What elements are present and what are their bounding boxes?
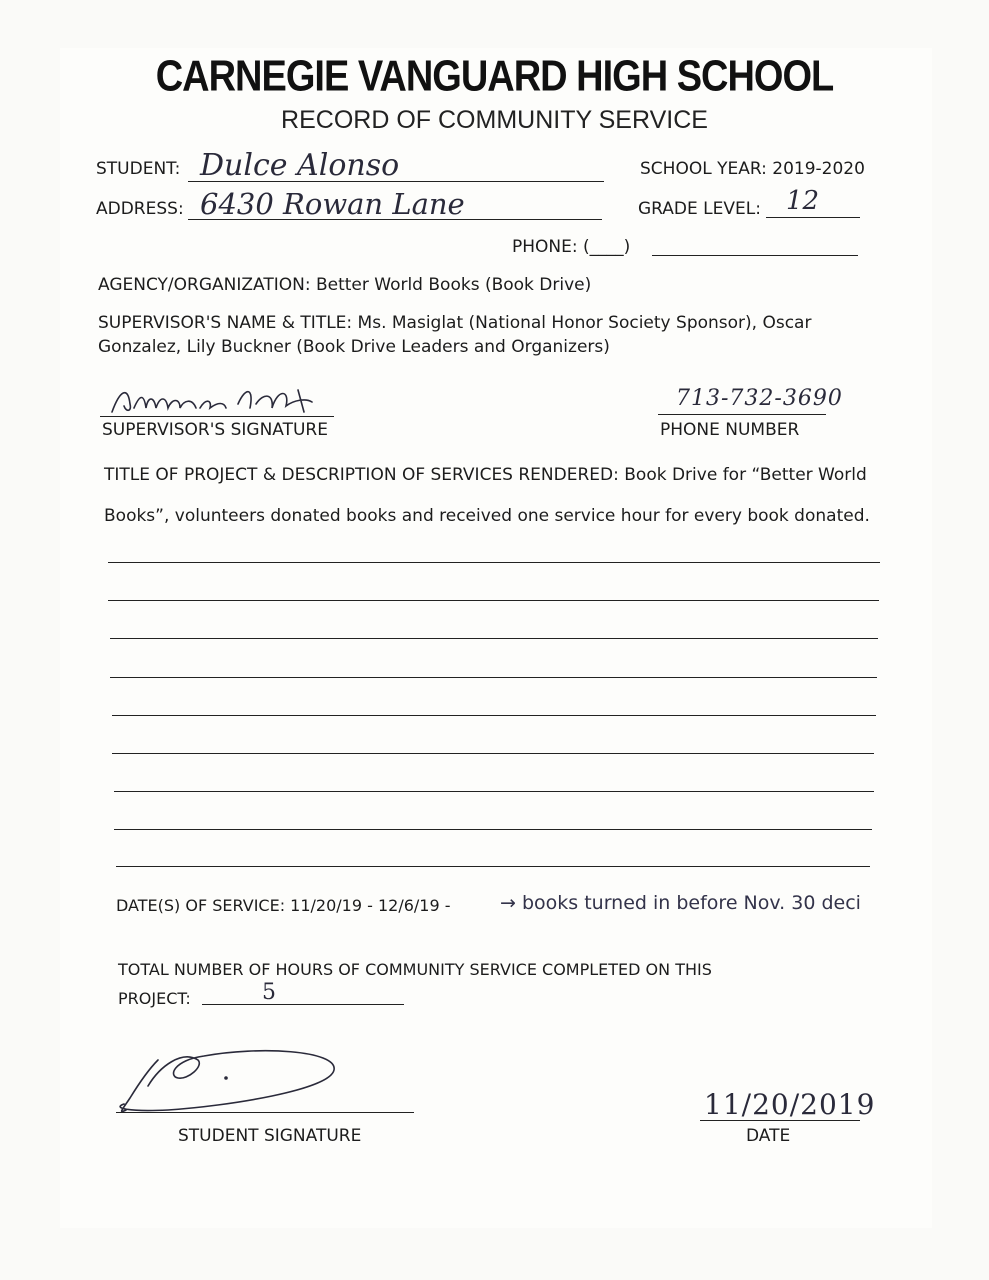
phone-label: PHONE: (____) xyxy=(512,237,631,257)
address-line xyxy=(188,219,602,220)
student-line xyxy=(188,181,604,182)
date-line xyxy=(700,1120,860,1121)
total-hours-line xyxy=(202,1004,404,1005)
agency-line: AGENCY/ORGANIZATION: Better World Books (Book Drive) xyxy=(98,275,592,295)
student-signature-line xyxy=(116,1112,414,1113)
dates-of-service: DATE(S) OF SERVICE: 11/20/19 - 12/6/19 - xyxy=(116,896,451,915)
grade-line xyxy=(766,217,860,218)
student-label: STUDENT: xyxy=(96,159,181,179)
description-line-2 xyxy=(108,600,879,601)
supervisor-line-2: Gonzalez, Lily Buckner (Book Drive Leaders and Organizers) xyxy=(98,337,610,357)
total-hours-value[interactable]: 5 xyxy=(262,980,276,1005)
supervisor-signature xyxy=(100,382,340,418)
project-line-1: TITLE OF PROJECT & DESCRIPTION OF SERVICES RENDERED: Book Drive for “Better World xyxy=(104,465,867,485)
address-label: ADDRESS: xyxy=(96,199,184,219)
phone-line xyxy=(652,255,858,256)
project-label: PROJECT: xyxy=(118,989,191,1008)
address-value[interactable]: 6430 Rowan Lane xyxy=(200,187,465,221)
student-signature xyxy=(108,1040,348,1120)
supervisor-phone-line xyxy=(658,414,826,415)
total-hours-line-1: TOTAL NUMBER OF HOURS OF COMMUNITY SERVICE COMPLETED ON THIS xyxy=(118,960,712,979)
description-line-6 xyxy=(112,753,874,754)
grade-level-value[interactable]: 12 xyxy=(786,186,820,216)
supervisor-signature-line xyxy=(100,416,334,417)
date-value[interactable]: 11/20/2019 xyxy=(704,1088,876,1121)
description-line-9 xyxy=(116,866,870,867)
supervisor-signature-label: SUPERVISOR'S SIGNATURE xyxy=(102,420,328,440)
supervisor-line-1: SUPERVISOR'S NAME & TITLE: Ms. Masiglat (National Honor Society Sponsor), Oscar xyxy=(98,313,812,333)
date-label: DATE xyxy=(746,1126,791,1146)
form-title: RECORD OF COMMUNITY SERVICE xyxy=(281,106,708,134)
dates-note[interactable]: → books turned in before Nov. 30 deci xyxy=(500,892,861,914)
supervisor-phone-label: PHONE NUMBER xyxy=(660,420,800,440)
student-name-value[interactable]: Dulce Alonso xyxy=(200,148,400,183)
description-line-5 xyxy=(112,715,876,716)
grade-level-label: GRADE LEVEL: xyxy=(638,199,761,219)
school-name: CARNEGIE VANGUARD HIGH SCHOOL xyxy=(155,52,834,102)
description-line-8 xyxy=(114,829,872,830)
description-line-7 xyxy=(114,791,874,792)
description-line-4 xyxy=(110,677,877,678)
supervisor-phone-value[interactable]: 713-732-3690 xyxy=(676,386,843,411)
school-year-label: SCHOOL YEAR: 2019-2020 xyxy=(640,159,865,179)
description-line-3 xyxy=(110,638,878,639)
description-line-1 xyxy=(108,562,880,563)
student-signature-label: STUDENT SIGNATURE xyxy=(178,1126,362,1146)
project-line-2: Books”, volunteers donated books and received one service hour for every book donated. xyxy=(104,506,870,526)
